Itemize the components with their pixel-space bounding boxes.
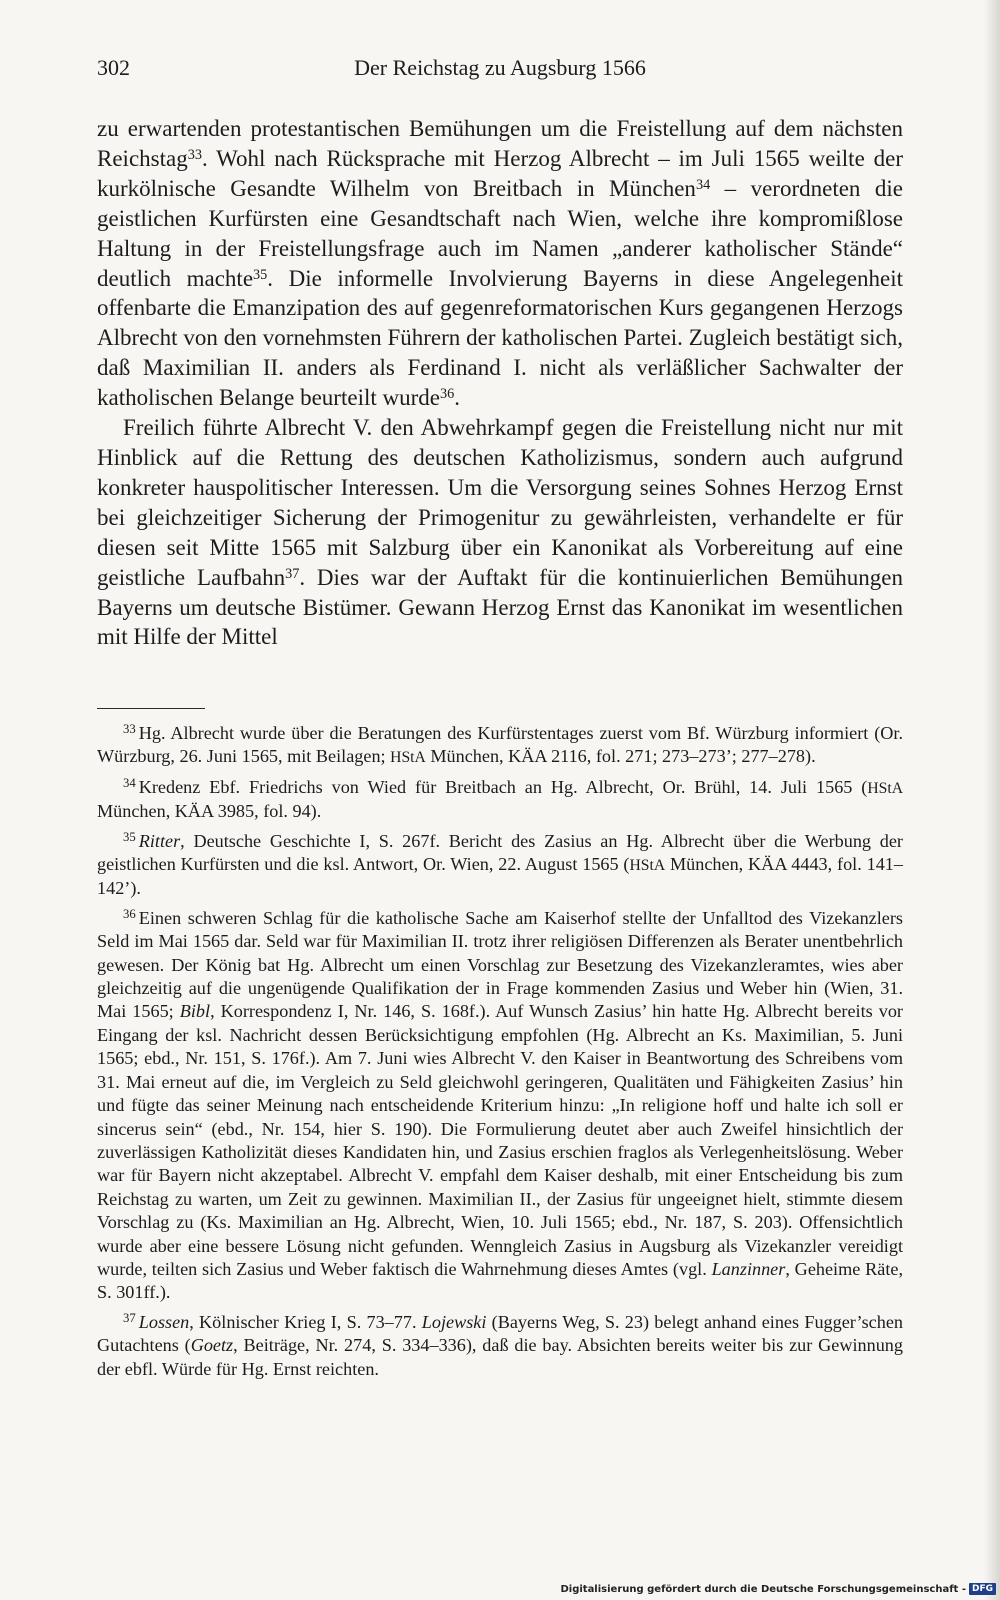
text-run: München, KÄA 2116, fol. 271; 273–273’; 277–278). bbox=[425, 746, 816, 767]
author-name: Lojewski bbox=[421, 1311, 487, 1332]
text-run: , Korrespondenz I, Nr. 146, S. 168f.). Auf Wunsch Zasius’ hin hatte Hg. Albrecht bereits vor Eingang der ksl. Nachricht dessen Berücksichtigung empfohlen (Hg. Albrecht an Ks. Maximilian, 5. Juni 1565; ebd., Nr. 151, S. 176f.). Am 7. Juni wies Albrecht V. den Kaiser in Beantwortung des Schreibens vom 31. Mai erneut auf die, im Vergleich zu Seld gleichwohl geringeren, Qualitäten und Fähigkeiten Zasius’ hin und fügte das seiner Meinung nach entscheidende Kriterium hinzu: „In religione hoff und halte ich soll er sincerus sein“ (ebd., Nr. 154, hier S. 190). Die Formulierung deutet aber auch Zweifel hinsichtlich der zuverlässigen Katholizität dieses Kandidaten hin, und Zasius erschien fraglos als Verlegenheitslösung. Weber war für Bayern nicht akzeptabel. Albrecht V. empfahl dem Kaiser deshalb, mit einer Entscheidung bis zum Reichstag zu warten, um Zeit zu gewinnen. Maximilian II., der Zasius für ungeeignet hielt, stimmte diesem Vorschlag zu (Ks. Maximilian an Hg. Albrecht, Wien, 10. Juli 1565; ebd., Nr. 187, S. 203). Offensichtlich wurde aber eine bessere Lösung nicht gefunden. Wenngleich Zasius in Augsburg als Vizekanzler vereidigt wurde, teilten sich Zasius und Weber faktisch die Wahrnehmung dieses Amtes (vgl. bbox=[97, 1001, 903, 1279]
footnote-35 bbox=[97, 830, 903, 901]
author-name: Lanzinner bbox=[711, 1258, 786, 1279]
footnote-ref-35[interactable]: 35 bbox=[253, 266, 268, 283]
text-run: , Kölnischer Krieg I, S. 73–77. bbox=[189, 1311, 422, 1332]
author-name: Bibl bbox=[179, 1001, 211, 1022]
footnote-number: 37 bbox=[123, 1311, 136, 1326]
footnote-divider bbox=[97, 708, 205, 709]
text-run: Kredenz Ebf. Friedrichs von Wied für Breitbach an Hg. Albrecht, Or. Brühl, 14. Juli 1565 ( bbox=[138, 776, 868, 797]
author-name: Lossen bbox=[138, 1311, 190, 1332]
text-run: – verordneten die geistlichen Kurfürsten eine Gesandtschaft nach Wien, welche ihre kompromißlose Haltung in der Freistellungsfrage auch im Namen „anderer katholischer Stände“ deutlich machte bbox=[97, 175, 903, 291]
archive-abbrev: HStA bbox=[390, 749, 426, 767]
running-title: Der Reichstag zu Augsburg 1566 bbox=[354, 55, 646, 80]
text-run: München, KÄA 4443, fol. 141–142’). bbox=[97, 854, 903, 899]
footnote-ref-33[interactable]: 33 bbox=[187, 146, 202, 163]
footnote-number: 36 bbox=[123, 907, 136, 922]
footnote-number: 35 bbox=[123, 829, 136, 844]
author-name: Goetz bbox=[190, 1335, 234, 1356]
text-run: , Deutsche Geschichte I, S. 267f. Bericht des Zasius an Hg. Albrecht über die Werbung der geistlichen Kurfürsten und die ksl. Antwort, Or. Wien, 22. August 1565 ( bbox=[97, 830, 903, 875]
footnotes bbox=[97, 722, 903, 1387]
footnote-37 bbox=[97, 1311, 903, 1381]
page-edge-shadow bbox=[984, 0, 1000, 1600]
text-run: Hg. Albrecht wurde über die Beratungen des Kurfürstentages zuerst vom Bf. Würzburg informiert (Or. Würzburg, 26. Juni 1565, mit Beilagen; bbox=[97, 723, 903, 767]
author-name: Ritter bbox=[138, 830, 181, 851]
text-run: Freilich führte Albrecht V. den Abwehrkampf gegen die Freistellung nicht nur mit Hinblick auf die Rettung des deutschen Katholizismus, sondern auch aufgrund konkreter hauspolitischer Interessen. Um die Versorgung seines Sohnes Herzog Ernst bei gleichzeitiger Sicherung der Primogenitur zu gewährleisten, verhandelte er für diesen seit Mitte 1565 mit Salzburg über ein Kanonikat als Vorbereitung auf eine geistliche Laufbahn bbox=[97, 415, 903, 590]
archive-abbrev: HStA bbox=[629, 857, 666, 875]
text-run: , Beiträge, Nr. 274, S. 334–336), daß die bay. Absichten bereits weiter bis zur Gewinnung der ebfl. Würde für Hg. Ernst reichten. bbox=[97, 1335, 903, 1379]
paragraph-1 bbox=[97, 114, 903, 413]
page-number: 302 bbox=[97, 55, 130, 80]
main-text bbox=[97, 114, 903, 652]
running-head bbox=[97, 53, 903, 83]
text-run: München, KÄA 3985, fol. 94). bbox=[97, 801, 322, 822]
footnote-ref-37[interactable]: 37 bbox=[285, 565, 300, 582]
paragraph-2 bbox=[97, 413, 903, 652]
footnote-33 bbox=[97, 722, 903, 770]
text-run: . Dies war der Auftakt für die kontinuierlichen Bemühungen Bayerns um deutsche Bistümer. Gewann Herzog Ernst das Kanonikat im wesentlichen mit Hilfe der Mittel bbox=[97, 564, 903, 650]
digitization-credit-text: Digitalisierung gefördert durch die Deutsche Forschungsgemeinschaft - bbox=[560, 1584, 966, 1595]
footnote-36 bbox=[97, 907, 903, 1305]
text-run: . bbox=[454, 385, 460, 411]
footnote-number: 34 bbox=[123, 776, 136, 791]
footnote-34 bbox=[97, 776, 903, 824]
text-run: (Bayerns Weg, S. 23) belegt anhand eines Fugger’schen Gutachtens ( bbox=[97, 1311, 903, 1356]
text-run: Einen schweren Schlag für die katholische Sache am Kaiserhof stellte der Unfalltod des Vizekanzlers Seld im Mai 1565 dar. Seld war für Maximilian II. trotz ihrer religiösen Differenzen als Berater unentbehrlich gewesen. Der König bat Hg. Albrecht um einen Vorschlag zur Besetzung des Vizekanzleramtes, wies aber gleichzeitig auf die ungenügende Qualifikation der in Frage kommenden Zasius und Weber hin (Wien, 31. Mai 1565; bbox=[97, 907, 903, 1022]
archive-abbrev: HStA bbox=[867, 779, 903, 797]
footnote-ref-34[interactable]: 34 bbox=[695, 176, 711, 193]
dfg-logo: DFG bbox=[969, 1583, 996, 1595]
footnote-number: 33 bbox=[123, 722, 136, 737]
text-run: , Geheime Räte, S. 301ff.). bbox=[97, 1258, 903, 1303]
text-run: . Wohl nach Rücksprache mit Herzog Albrecht – im Juli 1565 weilte der kurkölnische Gesandte Wilhelm von Breitbach in München bbox=[97, 145, 903, 201]
text-run: zu erwartenden protestantischen Bemühungen um die Freistellung auf dem nächsten Reichstag bbox=[97, 116, 903, 171]
footnote-ref-36[interactable]: 36 bbox=[439, 386, 455, 403]
text-run: . Die informelle Involvierung Bayerns in diese Angelegenheit offenbarte die Emanzipation des auf gegenreformatorischen Kurs gegangenen Herzogs Albrecht von den vornehmsten Führern der katholischen Partei. Zugleich bestätigt sich, daß Maximilian II. anders als Ferdinand I. nicht als verläßlicher Sachwalter der katholischen Belange beurteilt wurde bbox=[97, 265, 903, 411]
digitization-credit bbox=[560, 1582, 996, 1598]
